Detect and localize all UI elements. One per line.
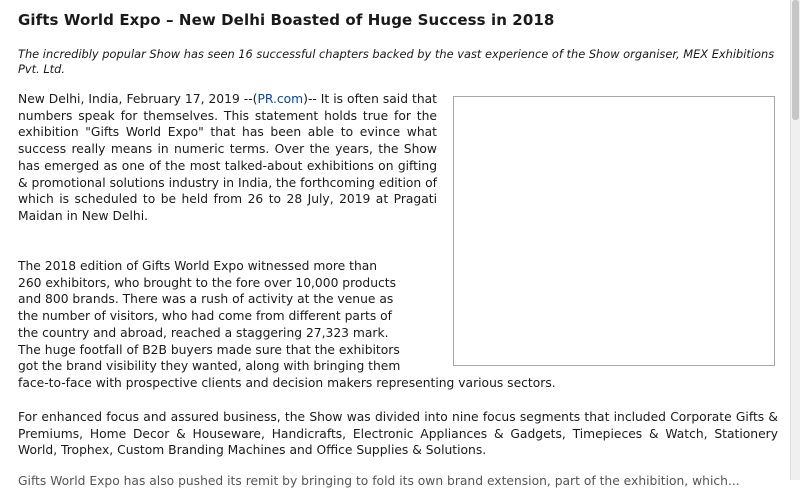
paragraph-4-partial: Gifts World Expo has also pushed its remit by bringing to fold its own brand extension, part of the exhibition, which... bbox=[18, 474, 740, 488]
paragraph-2-line: The huge footfall of B2B buyers made sure that the exhibitors bbox=[18, 342, 400, 357]
paragraph-1-body: )-- It is often said that numbers speak for themselves. This statement holds true for the exhibition "Gifts World Expo" that has been able to evince what success really means in numeric terms. Over the years, the Show has emerged as one of the most talked-about exhibitions on gifting & promotional solutions industry in India, the forthcoming edition of which is scheduled to be held from 26 to 28 July, 2019 at Pragati Maidan in New Delhi. bbox=[18, 92, 437, 223]
paragraph-2-line: and 800 brands. There was a rush of activity at the venue as bbox=[18, 292, 394, 307]
paragraph-2-line: The 2018 edition of Gifts World Expo witnessed more than bbox=[18, 259, 378, 273]
paragraph-2-line: got the brand visibility they wanted, along with bringing them bbox=[18, 359, 401, 374]
article-title: Gifts World Expo – New Delhi Boasted of Huge Success in 2018 bbox=[18, 11, 555, 29]
paragraph-2-line: the number of visitors, who had come from different parts of bbox=[18, 309, 393, 324]
paragraph-2-line: face-to-face with prospective clients and decision makers representing various sectors. bbox=[18, 375, 556, 390]
paragraph-2-line: 260 exhibitors, who brought to the fore over 10,000 products bbox=[18, 275, 397, 290]
article-subtitle: The incredibly popular Show has seen 16 successful chapters backed by the vast experience of the Show organiser, MEX Exhibitions Pvt. Ltd. bbox=[18, 47, 775, 76]
paragraph-2-line: the country and abroad, reached a staggering 27,323 mark. bbox=[18, 325, 389, 340]
paragraph-1 bbox=[18, 91, 437, 225]
scrollbar-thumb[interactable] bbox=[792, 0, 799, 120]
dateline-prefix: New Delhi, India, February 17, 2019 --( bbox=[18, 92, 258, 106]
paragraph-3: For enhanced focus and assured business, the Show was divided into nine focus segments that included Corporate Gifts & Premiums, Home Decor & Houseware, Handicrafts, Electronic Appliances & Gadgets, Timepieces & Watch, Stationery World, Trophex, Custom Branding Machines and Office Supplies & Solutions. bbox=[18, 410, 778, 458]
paragraph-2 bbox=[18, 258, 556, 392]
vertical-scrollbar[interactable] bbox=[790, 0, 800, 480]
pr-com-link[interactable]: PR.com bbox=[257, 92, 304, 106]
article-image-placeholder bbox=[453, 96, 775, 366]
